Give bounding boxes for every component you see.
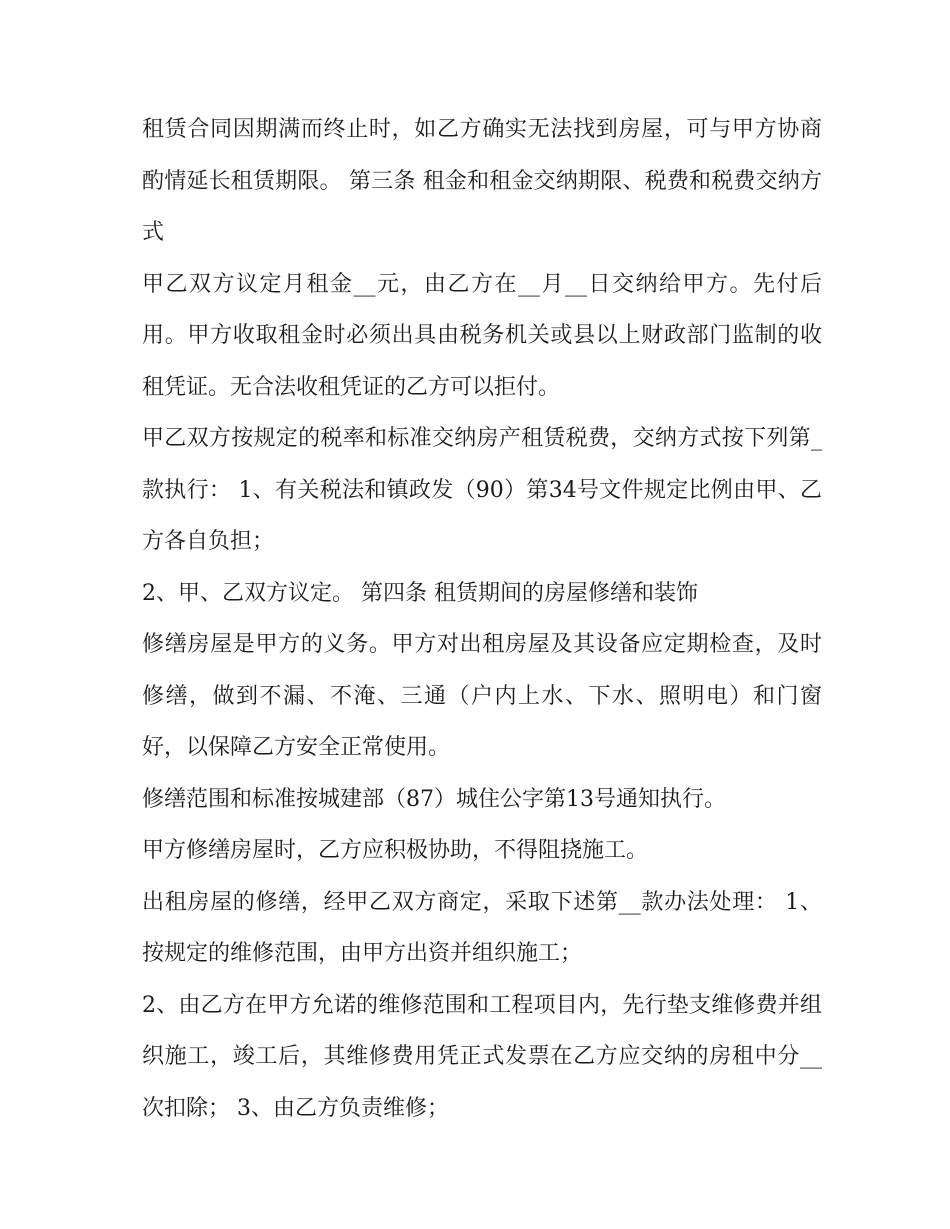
document-body: [142, 104, 822, 1134]
paragraph-repair-duty: 修缮房屋是甲方的义务。甲方对出租房屋及其设备应定期检查，及时修缮，做到不漏、不淹、三通（户内上水、下水、照明电）和门窗好，以保障乙方安全正常使用。: [142, 632, 822, 760]
paragraph-tax-payment: 甲乙双方按规定的税率和标准交纳房产租赁税费，交纳方式按下列第_款执行： 1、有关税法和镇政发（90）第34号文件规定比例由甲、乙方各自负担；: [142, 426, 822, 554]
paragraph-repair-options: 2、由乙方在甲方允诺的维修范围和工程项目内，先行垫支维修费并组织施工，竣工后，其维修费用凭正式发票在乙方应交纳的房租中分__次扣除； 3、由乙方负责维修；: [142, 992, 822, 1121]
paragraph-repair-method: 出租房屋的修缮，经甲乙双方商定，采取下述第__款办法处理： 1、按规定的维修范围，由甲方出资并组织施工；: [142, 889, 822, 966]
paragraph-article-four: 2、甲、乙双方议定。 第四条 租赁期间的房屋修缮和装饰: [142, 580, 698, 606]
paragraph-repair-cooperation: 甲方修缮房屋时，乙方应积极协助，不得阻挠施工。: [142, 838, 649, 863]
paragraph-rent-payment: 甲乙双方议定月租金__元，由乙方在__月__日交纳给甲方。先付后用。甲方收取租金时必须出具由税务机关或县以上财政部门监制的收租凭证。无合法收租凭证的乙方可以拒付。: [142, 271, 822, 400]
paragraph-lease-extension: 租赁合同因期满而终止时，如乙方确实无法找到房屋，可与甲方协商酌情延长租赁期限。 第三条 租金和租金交纳期限、税费和税费交纳方式: [142, 117, 822, 245]
paragraph-repair-scope: 修缮范围和标准按城建部（87）城住公字第13号通知执行。: [142, 786, 726, 812]
